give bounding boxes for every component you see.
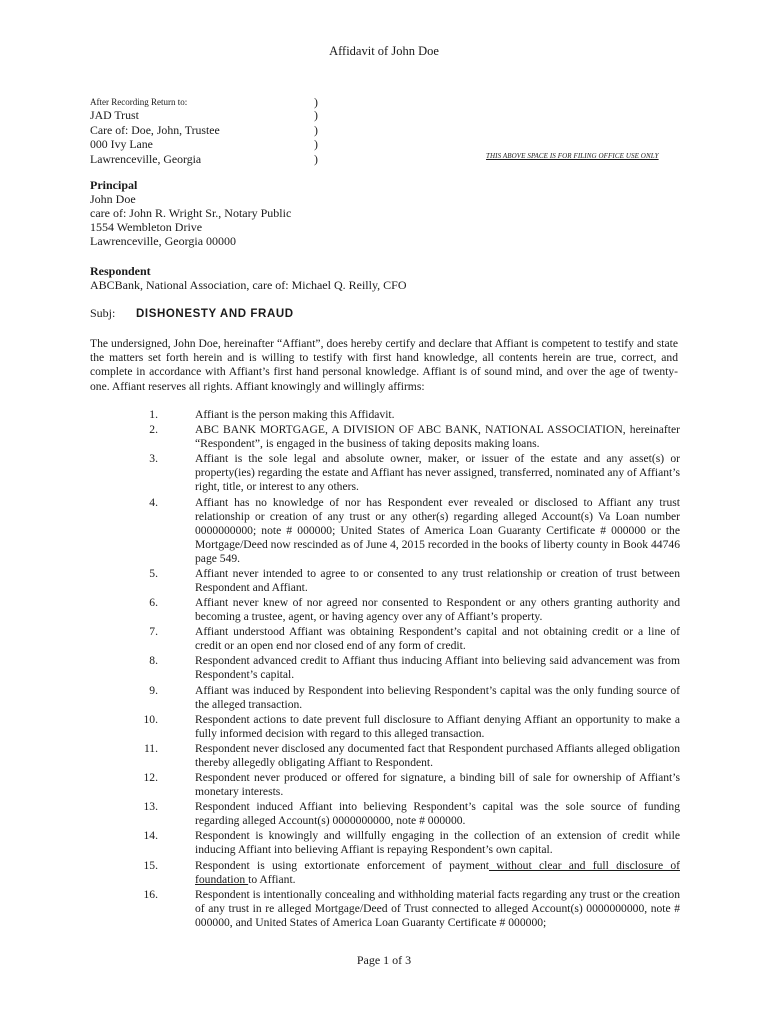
subject-value: DISHONESTY AND FRAUD [136,308,294,320]
item-text: Affiant has no knowledge of nor has Respondent ever revealed or disclosed to Affiant any trust relationship or creation of any trust or any other(s) regarding alleged Account(s) Va Loan number 0000000000; note # 000000; United States of America Loan Guaranty Certificate # 000000 or the Mortgage/Deed now rescinded as of June 4, 2015 recorded in the books of liberty county in Book 44746 page 549. [195,495,680,565]
item-number: 9. [149,683,158,697]
item-text: Respondent never produced or offered for signature, a binding bill of sale for ownership of Affiant’s monetary interests. [195,771,680,799]
item-number: 14. [143,829,158,843]
item-number: 5. [149,566,158,580]
item-number: 15. [143,858,158,872]
list-item [90,567,680,595]
item-number: 12. [143,771,158,785]
item-number: 8. [149,654,158,668]
subject-line [90,306,294,321]
item-number: 1. [149,408,158,421]
subject-label: Subj: [90,306,116,320]
item-number: 7. [149,625,158,639]
item-number: 6. [149,595,158,609]
item-text: Affiant is the person making this Affidavit. [195,408,395,421]
page-footer: Page 1 of 3 [356,953,412,967]
paren: ) [314,151,318,166]
respondent-heading: Respondent [90,264,151,278]
principal-line: John Doe [90,192,136,206]
item-text-part: to Affiant. [248,872,296,886]
return-to-line: 000 Ivy Lane [90,137,153,151]
return-to-label: After Recording Return to: [90,97,188,107]
item-number: 11. [143,741,158,755]
item-text-part: Respondent is using extortionate enforcement of payment [195,858,490,872]
respondent-line: ABCBank, National Association, care of: Michael Q. Reilly, CFO [90,278,407,292]
paren: ) [314,108,318,122]
item-number: 4. [149,495,158,509]
item-text: Respondent advanced credit to Affiant thus inducing Affiant into believing said advancement was from Respondent’s capital. [195,654,680,682]
principal-line: Lawrenceville, Georgia 00000 [90,234,237,248]
list-item [90,496,680,566]
principal-heading: Principal [90,178,138,192]
return-to-line: JAD Trust [90,108,139,122]
list-item [90,888,680,930]
item-text: Respondent induced Affiant into believing Respondent’s capital was the sole source of funding regarding alleged Account(s) 0000000000, note # 000000. [195,800,680,828]
principal-block [90,178,291,248]
item-text [195,859,680,887]
list-item [90,771,680,799]
list-item [90,654,680,682]
item-text: Respondent actions to date prevent full disclosure to Affiant denying Affiant an opportunity to make a fully informed decision with regard to this alleged transaction. [195,712,680,740]
paren: ) [314,122,318,137]
item-text: Respondent is knowingly and willfully engaging in the collection of an extension of credit while inducing Affiant into believing Affiant is repaying Respondent’s own capital. [195,829,680,857]
item-text: Affiant never knew of nor agreed nor consented to Respondent or any others granting authority and becoming a trustee, agent, or having agency over any of Affiant’s property. [195,595,680,623]
filing-space-note: THIS ABOVE SPACE IS FOR FILING OFFICE USE ONLY [486,152,659,160]
item-text: Affiant never intended to agree to or consented to any trust relationship or creation of trust between Respondent and Affiant. [195,566,680,594]
item-number: 3. [149,452,158,466]
list-item [90,859,680,887]
list-item [90,684,680,712]
item-number: 10. [143,712,158,726]
bracket-column [314,96,318,166]
list-item [90,452,680,494]
item-text: Affiant was induced by Respondent into believing Respondent’s capital was the only funding source of the alleged transaction. [195,683,680,711]
item-text: Affiant understood Affiant was obtaining Respondent’s capital and not obtaining credit or a line of credit or an open end nor closed end of any form of credit. [195,625,680,653]
item-text: ABC BANK MORTGAGE, A DIVISION OF ABC BANK, NATIONAL ASSOCIATION, hereinafter “Respondent”, is engaged in the business of taking deposits making loans. [195,423,680,451]
principal-line: 1554 Wembleton Drive [90,220,203,234]
return-to-line: Lawrenceville, Georgia [90,151,202,166]
respondent-block [90,264,407,292]
page-title: Affidavit of John Doe [329,44,439,58]
affirmation-list [90,408,680,931]
return-to-line: Care of: Doe, John, Trustee [90,122,220,137]
item-text: Respondent is intentionally concealing and withholding material facts regarding any trust or the creation of any trust in re alleged Mortgage/Deed of Trust connected to alleged Account(s) 0000000000, note # 000000, and United States of America Loan Guaranty Certificate # 000000; [195,887,680,929]
paren: ) [314,137,318,151]
list-item [90,829,680,857]
item-number: 2. [149,423,158,437]
list-item [90,625,680,653]
list-item [90,408,680,422]
list-item [90,713,680,741]
paren: ) [314,95,318,109]
item-text: Respondent never disclosed any documented fact that Respondent purchased Affiants alleged obligation thereby allegedly obligating Affiant to Respondent. [195,741,680,769]
item-text: Affiant is the sole legal and absolute owner, maker, or issuer of the estate and any asset(s) or property(ies) regarding the estate and Affiant has never assigned, transferred, nominated any of Affiant’s right, title, or interest to any others. [195,452,680,494]
intro-paragraph: The undersigned, John Doe, hereinafter “Affiant”, does hereby certify and declare that Affiant is competent to testify and state the matters set forth herein and is willing to testify with first hand knowledge, all contents herein are true, correct, and complete in accordance with Affiant’s first hand personal knowledge. Affiant is of sound mind, and over the age of twenty-one. Affiant reserves all rights. Affiant knowingly and willingly affirms: [90,337,678,393]
list-item [90,800,680,828]
principal-line: care of: John R. Wright Sr., Notary Public [90,206,292,220]
item-number: 13. [143,800,158,814]
list-item [90,423,680,451]
list-item [90,742,680,770]
item-number: 16. [143,887,158,901]
underlined-text: without clear and full disclosure of foundation [195,858,680,886]
list-item [90,596,680,624]
